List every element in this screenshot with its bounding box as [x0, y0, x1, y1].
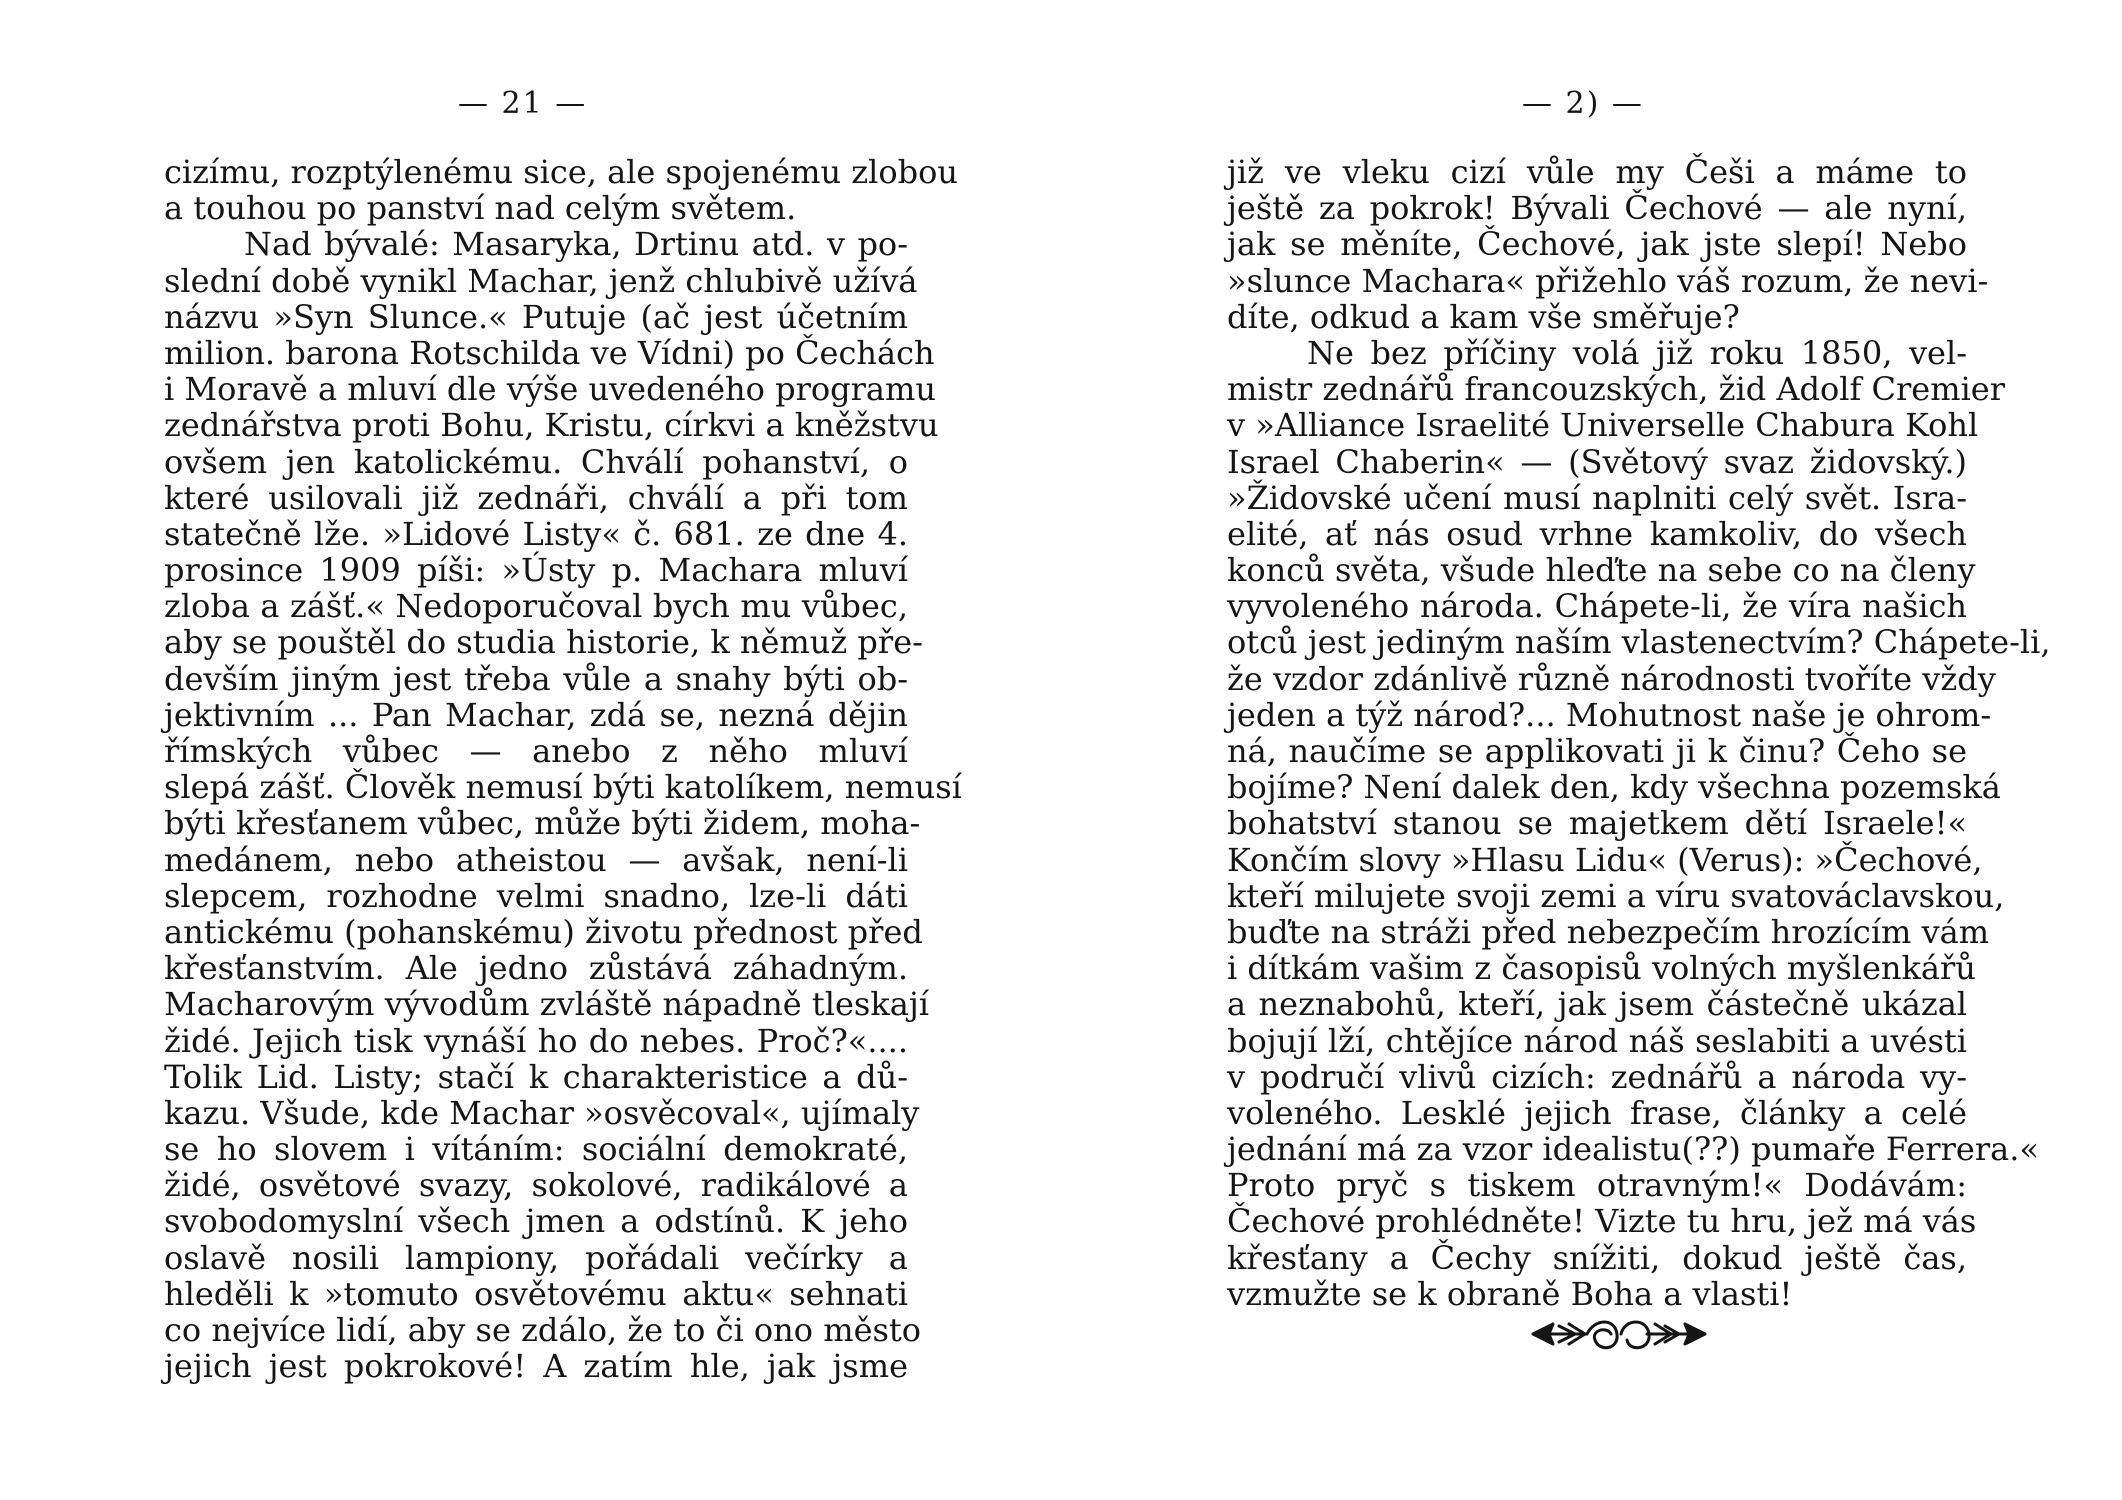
text-line: bohatství stanou se majetkem dětí Israele!« [1227, 804, 1967, 843]
text-line: Končím slovy »Hlasu Lidu« (Verus): »Čechové, [1227, 840, 1983, 879]
text-line: bojují lží, chtějíce národ náš seslabiti a uvésti [1227, 1021, 1967, 1060]
text-line: v područí vlivů cizích: zednářů a národa vy- [1227, 1057, 1967, 1096]
text-line: židé. Jejich tisk vynáší ho do nebes. Proč?«.... [164, 1021, 908, 1060]
text-line: statečně lže. »Lidové Listy« č. 681. ze dne 4. [164, 514, 908, 553]
text-line: co nejvíce lidí, aby se zdálo, že to či ono město [164, 1311, 922, 1349]
text-line: jejich jest pokrokové! A zatím hle, jak jsme [164, 1347, 908, 1386]
text-line: Israel Chaberin« — (Světový svaz židovský.) [1227, 442, 1967, 481]
text-line: ještě za pokrok! Bývali Čechové — ale nyní, [1227, 189, 1967, 228]
text-line: milion. barona Rotschilda ve Vídni) po Čechách [164, 333, 935, 372]
text-line: aby se pouštěl do studia historie, k němuž pře- [164, 623, 923, 662]
text-line: jeden a týž národ?... Mohutnost naše je ohrom- [1227, 695, 1992, 734]
text-line: elité, ať nás osud vrhne kamkoliv, do všech [1227, 514, 1967, 553]
text-line: jektivním ... Pan Machar, zdá se, nezná dějin [164, 695, 908, 734]
page-number-right: — 2) — [1522, 86, 1644, 121]
text-line: »Židovské učení musí naplniti celý svět. Isra- [1227, 478, 1967, 517]
text-line: zednářstva proti Bohu, Kristu, církvi a kněžstvu [164, 406, 939, 445]
text-line: svobodomyslní všech jmen a odstínů. K jeho [164, 1202, 908, 1241]
text-line: oslavě nosili lampiony, pořádali večírky a [164, 1238, 908, 1277]
text-line: slední době vynikl Machar, jenž chlubivě užívá [164, 261, 918, 300]
text-line: díte, odkud a kam vše směřuje? [1227, 297, 1740, 336]
text-line: voleného. Lesklé jejich frase, články a celé [1227, 1093, 1967, 1132]
printer-fleuron-ornament-icon [1529, 1306, 1709, 1362]
text-line: vyvoleného národa. Chápete-li, že víra našich [1227, 587, 1967, 626]
text-line: kazu. Všude, kde Machar »osvěcoval«, ujímaly [164, 1093, 920, 1132]
text-line: »slunce Machara« přižehlo váš rozum, že nevi- [1227, 261, 1989, 300]
text-line: Nad bývalé: Masaryka, Drtinu atd. v po- [244, 225, 908, 264]
page-number-left: — 21 — [458, 86, 588, 121]
text-line: se ho slovem i vítáním: sociální demokraté, [164, 1130, 908, 1169]
text-line: cizímu, rozptýlenému sice, ale spojenému zlobou [164, 153, 958, 191]
text-line: křesťany a Čechy snížiti, dokud ještě čas, [1227, 1238, 1967, 1277]
text-line: i dítkám vašim z časopisů volných myšlenkářů [1227, 949, 1976, 988]
text-line: zloba a zášť.« Nedoporučoval bych mu vůbec, [164, 587, 908, 626]
text-line: konců světa, všude hleďte na sebe co na členy [1227, 551, 1976, 590]
text-line: které usilovali již zednáři, chválí a při tom [164, 478, 908, 517]
text-line: slepá zášť. Člověk nemusí býti katolíkem, nemusí [164, 768, 962, 807]
text-line: křesťanstvím. Ale jedno zůstává záhadným. [164, 949, 908, 988]
text-line: v »Alliance Israelité Universelle Chabura Kohl [1227, 406, 1979, 445]
text-line: ovšem jen katolickému. Chválí pohanství, o [164, 442, 908, 481]
text-line: římských vůbec — anebo z něho mluví [164, 732, 908, 770]
text-line: že vzdor zdánlivě různě národnosti tvoříte vždy [1227, 659, 1996, 698]
text-line: vzmužte se k obraně Boha a vlasti! [1227, 1274, 1793, 1313]
text-line: již ve vleku cizí vůle my Češi a máme to [1227, 153, 1967, 191]
text-line: kteří milujete svoji zemi a víru svatováclavskou, [1227, 876, 2005, 915]
text-line: slepcem, rozhodne velmi snadno, lze-li dáti [164, 876, 908, 915]
text-line: medánem, nebo atheistou — avšak, není-li [164, 840, 908, 879]
text-line: a neznabohů, kteří, jak jsem částečně ukázal [1227, 985, 1967, 1024]
text-line: Tolik Lid. Listy; stačí k charakteristice a dů- [164, 1057, 908, 1096]
text-line: židé, osvětové svazy, sokolové, radikálové a [164, 1166, 908, 1205]
text-line: buďte na stráži před nebezpečím hrozícím vám [1227, 912, 1990, 951]
text-line: názvu »Syn Slunce.« Putuje (ač jest účetním [164, 297, 908, 336]
right-page-text [1227, 153, 2051, 1313]
text-line: Proto pryč s tiskem otravným!« Dodávám: [1227, 1166, 1967, 1205]
text-line: Ne bez příčiny volá již roku 1850, vel- [1307, 333, 1967, 372]
text-line: prosince 1909 píši: »Ústy p. Machara mluví [164, 551, 908, 590]
text-line: býti křesťanem vůbec, může býti židem, moha- [164, 804, 921, 843]
left-page-text [164, 153, 962, 1386]
text-line: Čechové prohlédněte! Vizte tu hru, jež má vás [1227, 1202, 1977, 1241]
text-line: jednání má za vzor idealistu(??) pumaře Ferrera.« [1227, 1130, 2039, 1169]
text-line: jak se měníte, Čechové, jak jste slepí! Nebo [1227, 225, 1967, 264]
text-line: a touhou po panství nad celým světem. [164, 189, 797, 228]
text-line: Macharovým vývodům zvláště nápadně tleskají [164, 985, 929, 1024]
text-line: bojíme? Není dalek den, kdy všechna pozemská [1227, 768, 2001, 807]
right-page [1061, 0, 2122, 1500]
text-line: hleděli k »tomuto osvětovému aktu« sehnati [164, 1274, 908, 1313]
text-line: devším jiným jest třeba vůle a snahy býti ob- [164, 659, 908, 698]
text-line: ná, naučíme se applikovati ji k činu? Čeho se [1227, 732, 1967, 770]
text-line: antickému (pohanskému) životu přednost před [164, 912, 923, 951]
text-line: otců jest jediným naším vlastenectvím? Chápete-li, [1227, 623, 2051, 662]
text-line: mistr zednářů francouzských, žid Adolf Cremier [1227, 370, 2006, 409]
text-line: i Moravě a mluví dle výše uvedeného programu [164, 370, 936, 409]
